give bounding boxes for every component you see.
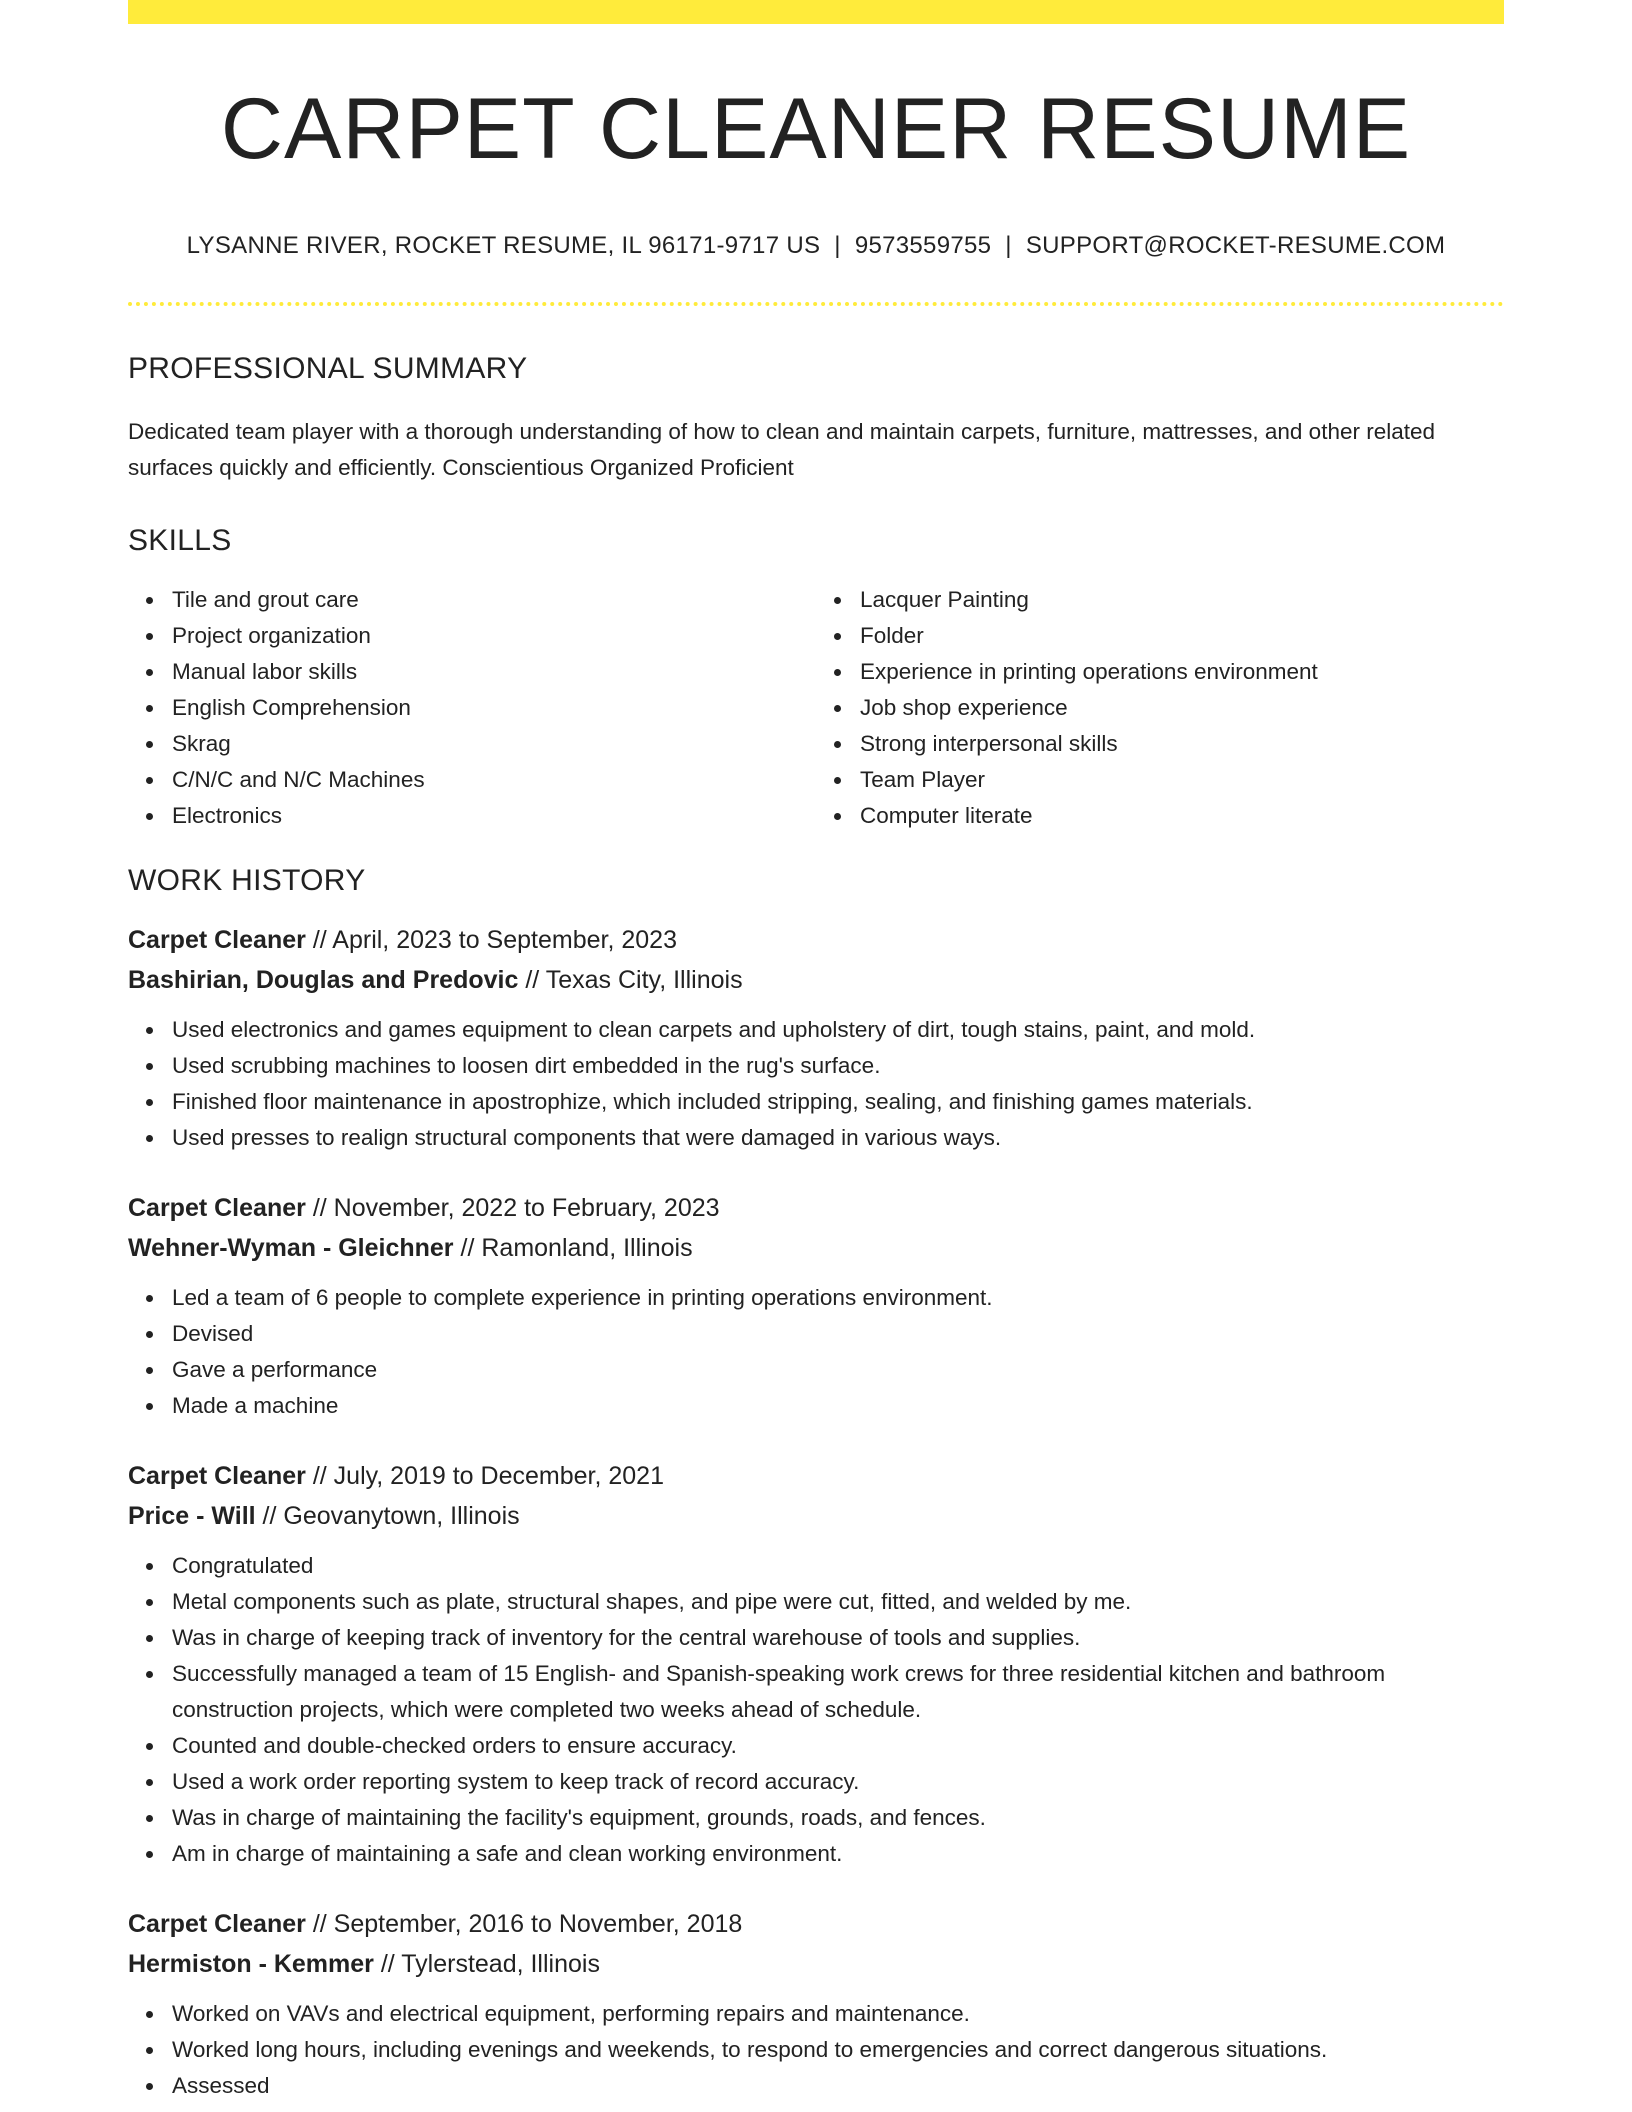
job-entry [128,1904,1504,2104]
duty-item: Was in charge of maintaining the facility's equipment, grounds, roads, and fences. [172,1800,1504,1836]
divider: // [312,1910,327,1938]
duty-item: Congratulated [172,1548,1504,1584]
skill-item: Job shop experience [860,690,1504,726]
divider: // [262,1502,277,1530]
divider: // [380,1950,395,1978]
divider: // [460,1234,475,1262]
accent-top-bar [128,0,1504,24]
duty-item: Am in charge of maintaining a safe and clean working environment. [172,1836,1504,1872]
skill-item: C/N/C and N/C Machines [172,762,816,798]
job-company-line [128,960,1504,1000]
resume-page [128,0,1504,2104]
job-entry [128,1188,1504,1424]
divider: // [312,926,327,954]
job-title: Carpet Cleaner [128,1194,306,1222]
duty-item: Used presses to realign structural components that were damaged in various ways. [172,1120,1504,1156]
duty-item: Finished floor maintenance in apostrophize, which included stripping, sealing, and finishing games materials. [172,1084,1504,1120]
job-title-line [128,1904,1504,1944]
skill-item: English Comprehension [172,690,816,726]
job-dates: November, 2022 to February, 2023 [333,1194,720,1222]
skill-item: Electronics [172,798,816,834]
work-history-heading: WORK HISTORY [128,864,366,897]
duty-item: Successfully managed a team of 15 English- and Spanish-speaking work crews for three residential kitchen and bathroom construction projects, which were completed two weeks ahead of schedule. [172,1656,1504,1728]
skill-item: Computer literate [860,798,1504,834]
duty-item: Metal components such as plate, structural shapes, and pipe were cut, fitted, and welded by me. [172,1584,1504,1620]
job-company-line [128,1228,1504,1268]
duty-item: Gave a performance [172,1352,1504,1388]
contact-phone: 9573559755 [854,232,992,259]
job-company: Hermiston - Kemmer [128,1950,374,1978]
job-dates: September, 2016 to November, 2018 [333,1910,743,1938]
resume-title: CARPET CLEANER RESUME [220,81,1412,177]
job-title-line [128,920,1504,960]
duty-item: Used electronics and games equipment to clean carpets and upholstery of dirt, tough stains, paint, and mold. [172,1012,1504,1048]
contact-separator: | [1005,232,1012,259]
summary-text: Dedicated team player with a thorough understanding of how to clean and maintain carpets, furniture, mattresses, and other related surfaces quickly and efficiently. Conscientious Organized Proficient [128,419,1436,480]
skills-heading: SKILLS [128,524,232,557]
job-title: Carpet Cleaner [128,1462,306,1490]
job-duties [128,1280,1504,1424]
skill-item: Manual labor skills [172,654,816,690]
job-company-line [128,1944,1504,1984]
job-company: Price - Will [128,1502,256,1530]
contact-line [128,232,1504,260]
duty-item: Worked long hours, including evenings and weekends, to respond to emergencies and correct dangerous situations. [172,2032,1504,2068]
skill-item: Folder [860,618,1504,654]
skill-item: Strong interpersonal skills [860,726,1504,762]
job-entry [128,1456,1504,1872]
skill-item: Experience in printing operations environment [860,654,1504,690]
duty-item: Was in charge of keeping track of inventory for the central warehouse of tools and supplies. [172,1620,1504,1656]
dotted-divider [128,302,1504,306]
contact-email: SUPPORT@ROCKET-RESUME.COM [1025,232,1446,259]
duty-item: Used a work order reporting system to keep track of record accuracy. [172,1764,1504,1800]
duty-item: Led a team of 6 people to complete experience in printing operations environment. [172,1280,1504,1316]
contact-address: LYSANNE RIVER, ROCKET RESUME, IL 96171-9717 US [186,232,821,259]
job-duties [128,1996,1504,2104]
job-dates: July, 2019 to December, 2021 [333,1462,664,1490]
duty-item: Assessed [172,2068,1504,2104]
skills-column-right [816,582,1504,834]
skill-item: Project organization [172,618,816,654]
job-company: Wehner-Wyman - Gleichner [128,1234,454,1262]
skill-item: Skrag [172,726,816,762]
duty-item: Used scrubbing machines to loosen dirt embedded in the rug's surface. [172,1048,1504,1084]
divider: // [312,1462,327,1490]
job-location: Texas City, Illinois [545,966,743,994]
contact-separator: | [834,232,841,259]
job-dates: April, 2023 to September, 2023 [332,926,677,954]
skill-item: Lacquer Painting [860,582,1504,618]
job-duties [128,1548,1504,1872]
duty-item: Made a machine [172,1388,1504,1424]
skills-column-left [128,582,816,834]
skills-grid [128,582,1504,834]
job-entry [128,920,1504,1156]
divider: // [312,1194,327,1222]
job-title-line [128,1188,1504,1228]
duty-item: Worked on VAVs and electrical equipment, performing repairs and maintenance. [172,1996,1504,2032]
duty-item: Counted and double-checked orders to ensure accuracy. [172,1728,1504,1764]
job-title: Carpet Cleaner [128,926,306,954]
job-location: Ramonland, Illinois [481,1234,693,1262]
job-title: Carpet Cleaner [128,1910,306,1938]
job-location: Tylerstead, Illinois [401,1950,600,1978]
job-title-line [128,1456,1504,1496]
job-location: Geovanytown, Illinois [283,1502,520,1530]
divider: // [525,966,540,994]
job-duties [128,1012,1504,1156]
summary-heading: PROFESSIONAL SUMMARY [128,352,528,385]
job-company: Bashirian, Douglas and Predovic [128,966,519,994]
skill-item: Team Player [860,762,1504,798]
job-company-line [128,1496,1504,1536]
duty-item: Devised [172,1316,1504,1352]
skill-item: Tile and grout care [172,582,816,618]
